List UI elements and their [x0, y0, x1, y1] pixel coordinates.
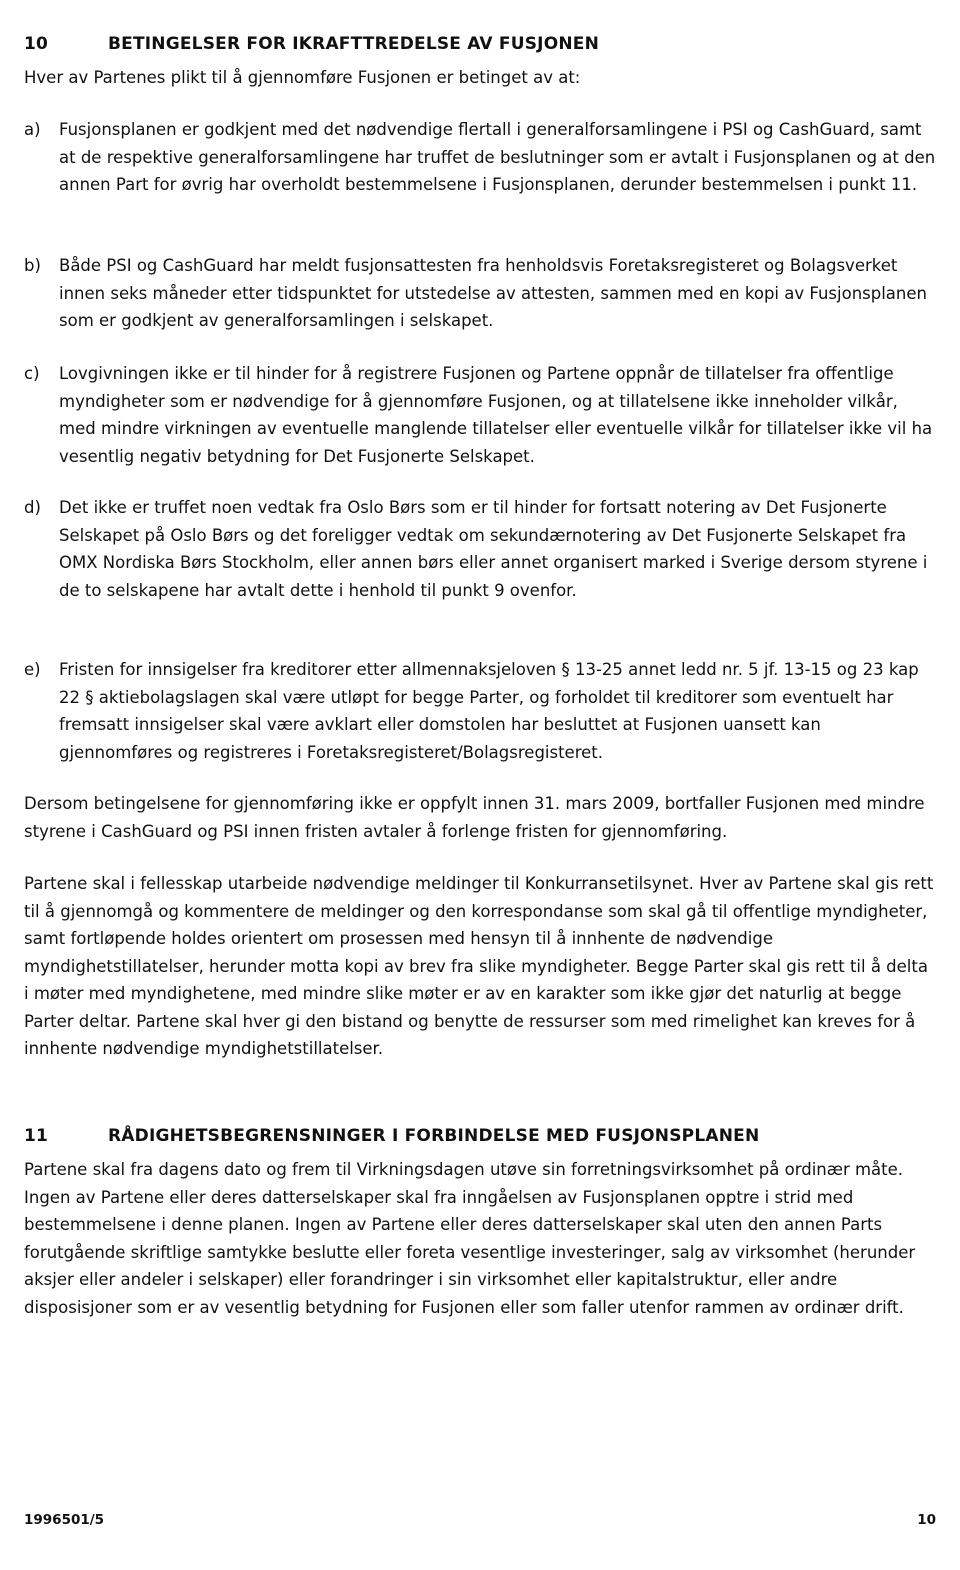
item-label: e)	[24, 660, 41, 679]
condition-item-d	[24, 494, 936, 604]
section-number: 11	[24, 1126, 49, 1146]
item-label: a)	[24, 120, 41, 139]
section-10-paragraph-authorities: Partene skal i fellesskap utarbeide nødvendige meldinger til Konkurransetilsynet. Hver av Partene skal gis rett til å gjennomgå og kommentere de meldinger og den korrespondanse som skal gå til offentlige myndigheter, samt fortløpende holdes orientert om prosessen med hensyn til å innhente de nødvendige myndighetstillatelser, herunder motta kopi av brev fra slike myndigheter. Begge Parter skal gis rett til å delta i møter med myndighetene, med mindre slike møter er av en karakter som ikke gjør det naturlig at begge Parter deltar. Partene skal hver gi den bistand og benytte de ressurser som med rimelighet kan kreves for å innhente nødvendige myndighetstillatelser.	[24, 874, 934, 1058]
item-label: c)	[24, 364, 40, 383]
document-id: 1996501/5	[24, 1512, 105, 1528]
page-number: 10	[917, 1512, 936, 1528]
item-text: Det ikke er truffet noen vedtak fra Oslo Børs som er til hinder for fortsatt notering av Det Fusjonerte Selskapet på Oslo Børs og det foreligger vedtak om sekundærnotering av Det Fusjonerte Selskapet fra OMX Nordiska Børs Stockholm, eller annen børs eller annet organisert marked i Sverige dersom styrene i de to selskapene har avtalt dette i henhold til punkt 9 ovenfor.	[59, 498, 928, 600]
condition-item-b	[24, 252, 936, 335]
section-10-intro: Hver av Partenes plikt til å gjennomføre Fusjonen er betinget av at:	[24, 68, 581, 87]
item-label: d)	[24, 498, 41, 517]
condition-item-e	[24, 656, 936, 766]
section-number: 10	[24, 34, 49, 54]
section-11-paragraph: Partene skal fra dagens dato og frem til Virkningsdagen utøve sin forretningsvirksomhet på ordinær måte. Ingen av Partene eller deres datterselskaper skal fra inngåelsen av Fusjonsplanen opptre i strid med bestemmelsene i denne planen. Ingen av Partene eller deres datterselskaper skal uten den annen Parts forutgående skriftlige samtykke beslutte eller foreta vesentlige investeringer, salg av virksomhet (herunder aksjer eller andeler i selskaper) eller forandringer i sin virksomhet eller kapitalstruktur, eller andre disposisjoner som er av vesentlig betydning for Fusjonen eller som faller utenfor rammen av ordinær drift.	[24, 1160, 916, 1317]
condition-item-a	[24, 116, 936, 199]
section-title: BETINGELSER FOR IKRAFTTREDELSE AV FUSJONEN	[108, 34, 600, 54]
condition-item-c	[24, 360, 936, 470]
item-label: b)	[24, 256, 41, 275]
section-10-paragraph-deadline: Dersom betingelsene for gjennomføring ikke er oppfylt innen 31. mars 2009, bortfaller Fusjonen med mindre styrene i CashGuard og PSI innen fristen avtaler å forlenge fristen for gjennomføring.	[24, 794, 925, 841]
section-title: RÅDIGHETSBEGRENSNINGER I FORBINDELSE MED FUSJONSPLANEN	[108, 1126, 760, 1146]
item-text: Fusjonsplanen er godkjent med det nødvendige flertall i generalforsamlingene i PSI og CashGuard, samt at de respektive generalforsamlingene har truffet de beslutninger som er avtalt i Fusjonsplanen og at den annen Part for øvrig har overholdt bestemmelsene i Fusjonsplanen, derunder bestemmelsen i punkt 11.	[59, 120, 936, 194]
item-text: Lovgivningen ikke er til hinder for å registrere Fusjonen og Partene oppnår de tillatelser fra offentlige myndigheter som er nødvendige for å gjennomføre Fusjonen, og at tillatelsene ikke inneholder vilkår, med mindre virkningen av eventuelle manglende tillatelser eller eventuelle vilkår for tillatelser ikke vil ha vesentlig negativ betydning for Det Fusjonerte Selskapet.	[59, 364, 933, 466]
item-text: Fristen for innsigelser fra kreditorer etter allmennaksjeloven § 13-25 annet ledd nr. 5 jf. 13-15 og 23 kap 22 § aktiebolagslagen skal være utløpt for begge Parter, og forholdet til kreditorer som eventuelt har fremsatt innsigelser skal være avklart eller domstolen har besluttet at Fusjonen uansett kan gjennomføres og registreres i Foretaksregisteret/Bolagsregisteret.	[59, 660, 919, 762]
item-text: Både PSI og CashGuard har meldt fusjonsattesten fra henholdsvis Foretaksregisteret og Bolagsverket innen seks måneder etter tidspunktet for utstedelse av attesten, sammen med en kopi av Fusjonsplanen som er godkjent av generalforsamlingen i selskapet.	[59, 256, 927, 330]
